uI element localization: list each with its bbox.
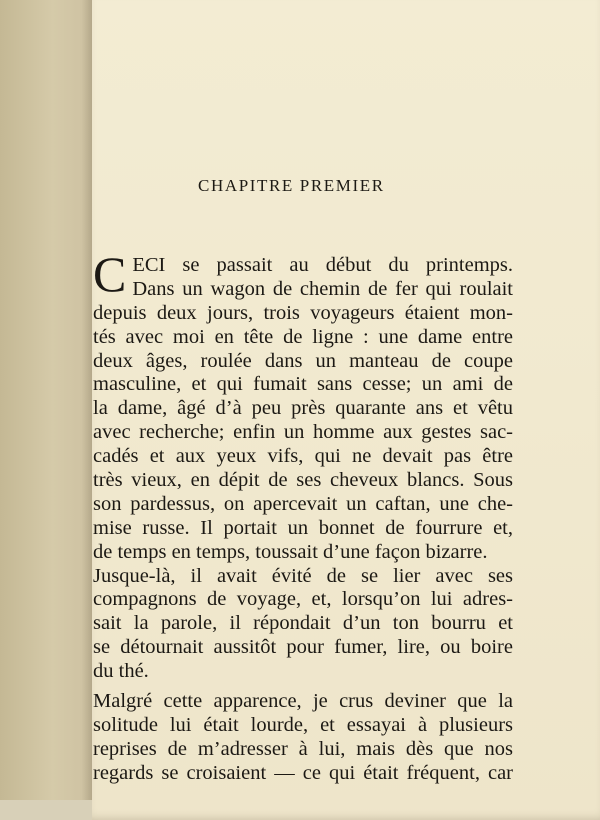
- text-line: avec recherche; enfin un homme aux gestes sac-: [93, 421, 513, 444]
- chapter-title: CHAPITRE PREMIER: [198, 176, 385, 195]
- facing-page-edge: [0, 0, 96, 800]
- text-line: solitude lui était lourde, et essayai à plusieurs: [93, 713, 513, 736]
- text-line: mise russe. Il portait un bonnet de fourrure et,: [93, 516, 513, 539]
- text-line: Malgré cette apparence, je crus deviner que la: [93, 690, 513, 713]
- drop-cap: C: [93, 246, 127, 302]
- text-line: Dans un wagon de chemin de fer qui roulait: [132, 277, 513, 300]
- text-line: deux âges, roulée dans un manteau de coupe: [93, 349, 513, 372]
- text-line: du thé.: [93, 660, 149, 683]
- text-line: regards se croisaient — ce qui était fréquent, car: [93, 761, 513, 784]
- text-line: très vieux, en dépit de ses cheveux blancs. Sous: [93, 469, 513, 492]
- text-line: cadés et aux yeux vifs, qui ne devait pas être: [93, 445, 513, 468]
- text-line: compagnons de voyage, et, lorsqu’on lui adres-: [93, 588, 513, 611]
- text-line: de temps en temps, toussait d’une façon bizarre.: [93, 540, 488, 563]
- text-line: la dame, âgé d’à peu près quarante ans et vêtu: [93, 397, 513, 420]
- running-head-bleedthrough: [248, 46, 408, 60]
- text-line: sait la parole, il répondait d’un ton bourru et: [93, 612, 513, 635]
- text-line: Jusque-là, il avait évité de se lier avec ses: [93, 564, 513, 587]
- text-line: tés avec moi en tête de ligne : une dame entre: [93, 325, 513, 348]
- text-line: ECI se passait au début du printemps.: [132, 254, 513, 276]
- text-line: masculine, et qui fumait sans cesse; un ami de: [93, 373, 513, 396]
- body-text: [93, 246, 513, 786]
- text-line: son pardessus, on apercevait un caftan, une che-: [93, 492, 513, 515]
- text-line: reprises de m’adresser à lui, mais dès que nos: [93, 737, 513, 760]
- text-line: depuis deux jours, trois voyageurs étaient mon-: [93, 301, 513, 324]
- text-line: se détournait aussitôt pour fumer, lire, ou boire: [93, 636, 513, 659]
